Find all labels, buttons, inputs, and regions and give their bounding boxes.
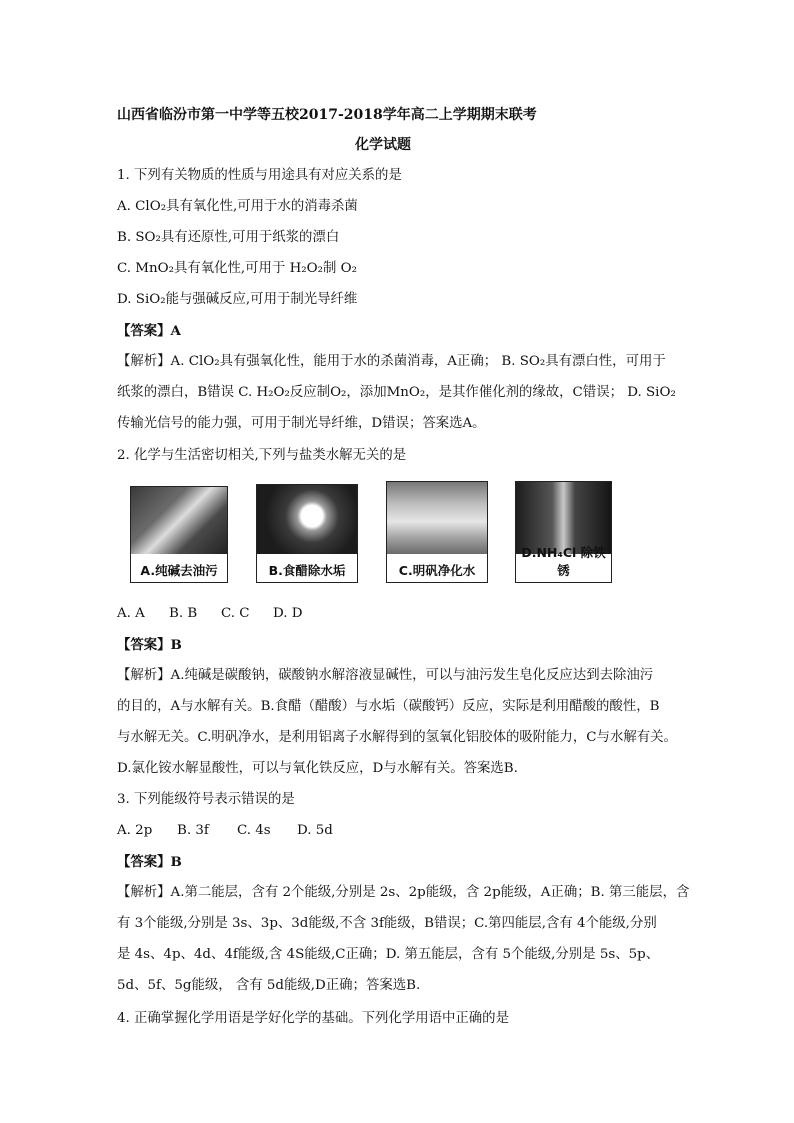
q3-option: D. 5d: [297, 823, 333, 838]
q2-option: D. D: [273, 606, 303, 621]
vinegar-scale-image: [257, 485, 357, 554]
q2-analysis-line: 的目的，A与水解有关。B.食醋（醋酸）与水垢（碳酸钙）反应，实际是利用醋酸的酸性，B: [117, 699, 660, 714]
q3-option: B. 3f: [177, 823, 209, 838]
q2-options: [117, 604, 303, 624]
q3-answer: 【答案】B: [117, 854, 182, 870]
q1-option-b: B. SO₂具有还原性,可用于纸浆的漂白: [117, 230, 340, 245]
q1-analysis-line: 【解析】A. ClO₂具有强氧化性，能用于水的杀菌消毒，A正确； B. SO₂具有漂白性，可用于: [117, 354, 666, 369]
q2-option: B. B: [169, 606, 198, 621]
q2-stem: 2. 化学与生活密切相关,下列与盐类水解无关的是: [117, 448, 407, 463]
q3-analysis-line: 【解析】A.第二能层，含有 2个能级,分别是 2s、2p能级，含 2p能级，A正确；B. 第三能层，含: [117, 885, 690, 900]
q2-option: C. C: [221, 606, 250, 621]
alum-water-image: [387, 482, 487, 554]
q3-option: C. 4s: [237, 823, 271, 838]
q1-option-a: A. ClO₂具有氧化性,可用于水的消毒杀菌: [117, 199, 358, 214]
q3-options: [117, 821, 333, 841]
q3-analysis-line: 是 4s、4p、4d、4f能级,含 4S能级,C正确；D. 第五能层，含有 5个能级,分别是 5s、5p、: [117, 947, 660, 962]
q3-option: A. 2p: [117, 823, 153, 838]
q1-answer: 【答案】A: [117, 323, 181, 339]
q3-stem: 3. 下列能级符号表示错误的是: [117, 792, 295, 807]
q2-option: A. A: [117, 606, 145, 621]
exam-title: 山西省临汾市第一中学等五校2017-2018学年高二上学期期末联考: [117, 107, 537, 123]
q2-answer: 【答案】B: [117, 637, 182, 653]
photo-alum-water: [386, 481, 488, 583]
photo-nh4cl-rust: [515, 481, 612, 583]
photo-vinegar-scale: [256, 484, 358, 583]
q1-stem: 1. 下列有关物质的性质与用途具有对应关系的是: [117, 168, 402, 183]
exam-subtitle: 化学试题: [355, 137, 411, 153]
soda-grease-image: [131, 487, 227, 554]
photo-soda-grease: [130, 486, 228, 583]
photo-caption: D.NH₄Cl 除铁锈: [521, 545, 606, 578]
q4-stem: 4. 正确掌握化学用语是学好化学的基础。下列化学用语中正确的是: [117, 1011, 509, 1026]
photo-caption: C.明矾净化水: [398, 563, 476, 578]
q3-analysis-line: 5d、5f、5g能级， 含有 5d能级,D正确；答案选B.: [117, 978, 421, 993]
q1-option-d: D. SiO₂能与强碱反应,可用于制光导纤维: [117, 292, 358, 307]
photo-caption: B.食醋除水垢: [268, 563, 346, 578]
photo-caption: A.纯碱去油污: [140, 563, 218, 578]
q3-analysis-line: 有 3个能级,分别是 3s、3p、3d能级,不含 3f能级，B错误；C.第四能层,含有 4个能级,分别: [117, 916, 657, 931]
q1-option-c: C. MnO₂具有氧化性,可用于 H₂O₂制 O₂: [117, 261, 357, 276]
q2-analysis-line: 【解析】A.纯碱是碳酸钠，碳酸钠水解溶液显碱性，可以与油污发生皂化反应达到去除油污: [117, 668, 654, 683]
q1-analysis-line: 传输光信号的能力强，可用于制光导纤维，D错误；答案选A。: [117, 416, 486, 431]
q1-analysis-line: 纸浆的漂白，B错误 C. H₂O₂反应制O₂，添加MnO₂，是其作催化剂的缘故，C错误； D. SiO₂: [117, 385, 676, 400]
q2-analysis-line: 与水解无关。C.明矾净水，是利用铝离子水解得到的氢氧化铝胶体的吸附能力，C与水解有关。: [117, 730, 677, 745]
q2-analysis-line: D.氯化铵水解显酸性，可以与氧化铁反应，D与水解有关。答案选B.: [117, 761, 518, 776]
